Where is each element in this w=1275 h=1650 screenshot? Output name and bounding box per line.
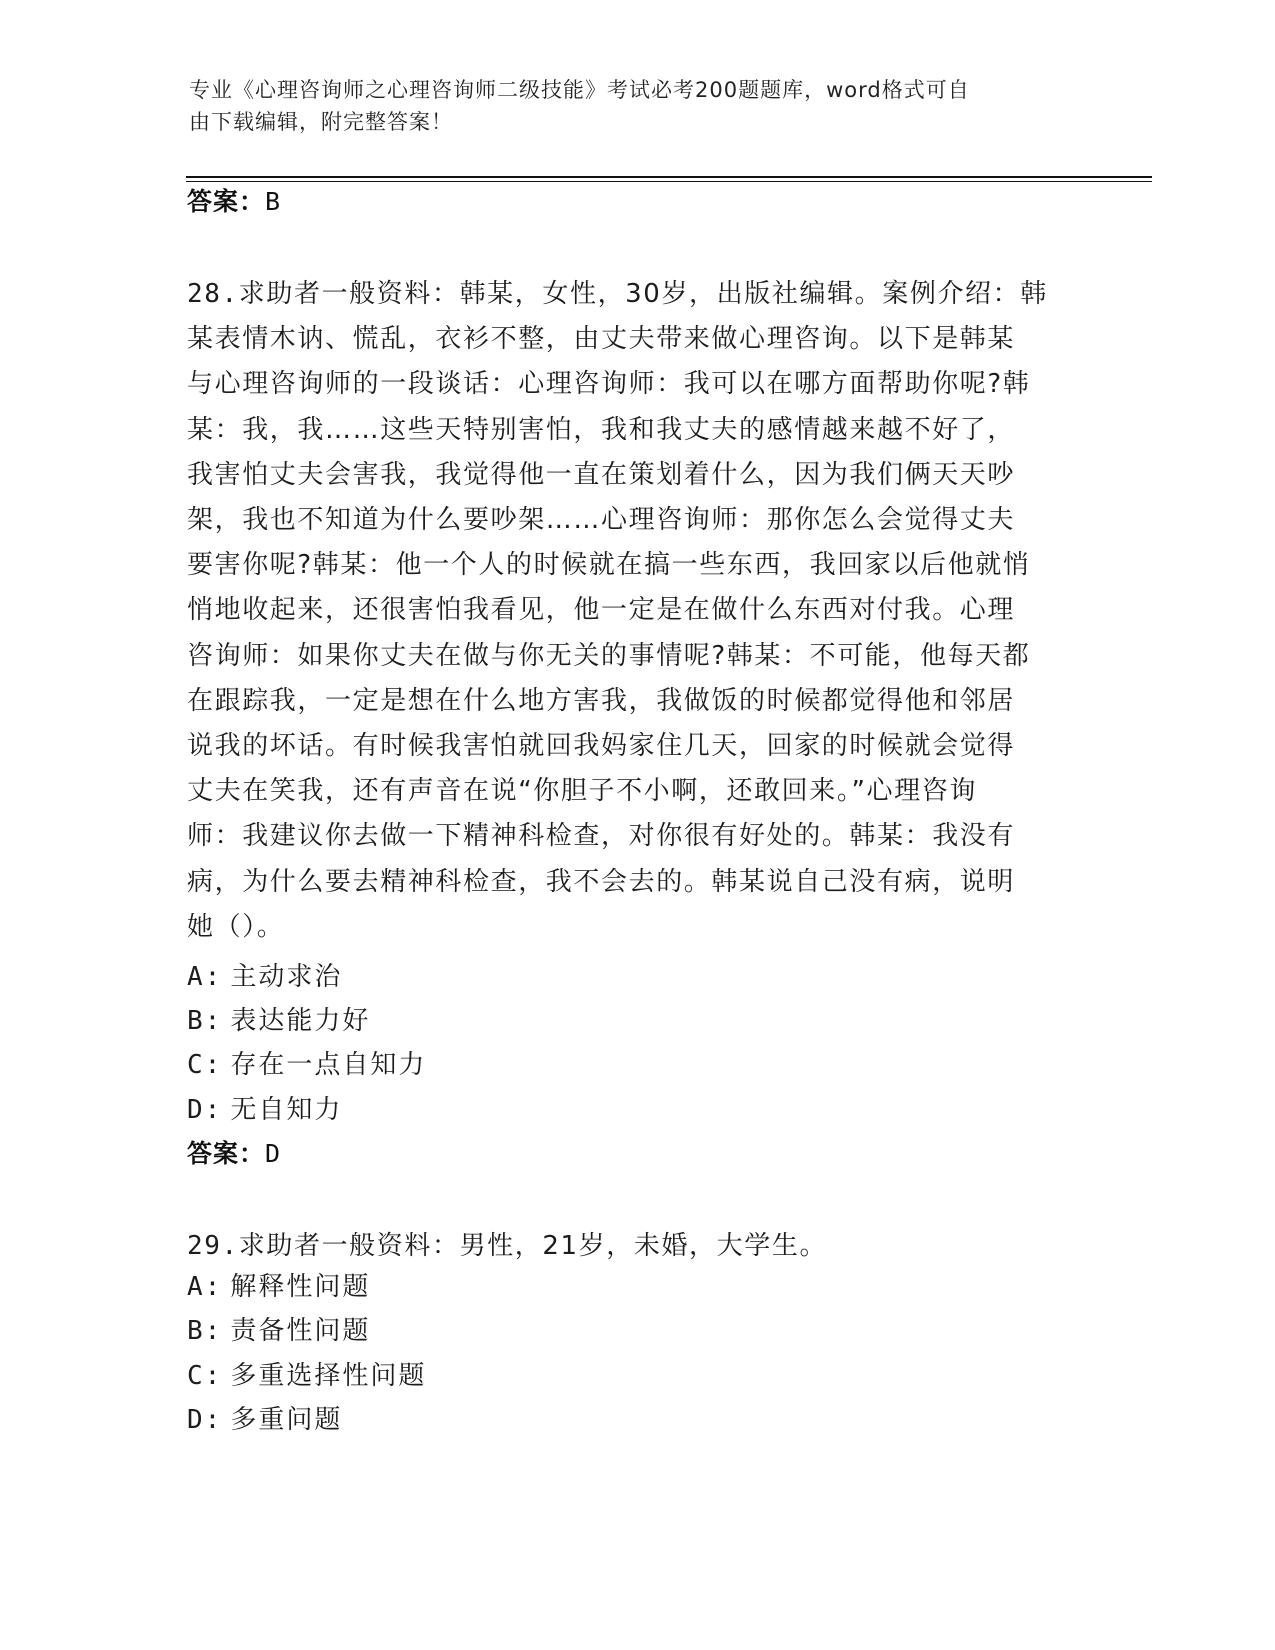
question-28-line: 某表情木讷、慌乱，衣衫不整，由丈夫带来做心理咨询。以下是韩某	[187, 324, 1016, 355]
question-28-line: 病，为什么要去精神科检查，我不会去的。韩某说自己没有病，说明	[187, 866, 1016, 897]
question-29	[187, 1224, 1077, 1269]
q29-option-a: A: 解释性问题	[187, 1272, 371, 1302]
question-28-line: 师：我建议你去做一下精神科检查，对你很有好处的。韩某：我没有	[187, 821, 1016, 852]
document-header	[189, 74, 1089, 138]
answer-value: D	[265, 1139, 282, 1168]
q28-option-d: D: 无自知力	[187, 1095, 343, 1125]
header-rule-thick	[186, 176, 1152, 178]
q29-option-b: B: 责备性问题	[187, 1316, 371, 1346]
q29-option-d: D: 多重问题	[187, 1405, 343, 1435]
q28-option-c: C: 存在一点自知力	[187, 1050, 427, 1080]
question-28-line: 悄地收起来，还很害怕我看见，他一定是在做什么东西对付我。心理	[187, 595, 1016, 626]
q28-option-a: A: 主动求治	[187, 962, 343, 992]
question-28	[187, 272, 1077, 950]
question-28-line: 在跟踪我，一定是想在什么地方害我，我做饭的时候都觉得他和邻居	[187, 685, 1016, 716]
question-28-line: 咨询师：如果你丈夫在做与你无关的事情呢?韩某：不可能，他每天都	[187, 640, 1031, 671]
question-28-line: 要害你呢?韩某：他一个人的时候就在搞一些东西，我回家以后他就悄	[187, 550, 1031, 581]
q28-answer	[187, 1138, 281, 1170]
answer-label: 答案：	[187, 1139, 266, 1168]
answer-value: B	[265, 187, 282, 216]
question-28-line: 说我的坏话。有时候我害怕就回我妈家住几天，回家的时候就会觉得	[187, 731, 1016, 762]
answer-label: 答案：	[187, 187, 266, 216]
question-28-line: 28.求助者一般资料：韩某，女性，30岁，出版社编辑。案例介绍：韩	[187, 279, 1048, 309]
question-29-number: 29.	[187, 1231, 239, 1261]
question-28-line: 丈夫在笑我，还有声音在说“你胆子不小啊，还敢回来。”心理咨询	[187, 776, 977, 807]
q28-option-b: B: 表达能力好	[187, 1006, 371, 1036]
question-28-line: 我害怕丈夫会害我，我觉得他一直在策划着什么，因为我们俩天天吵	[187, 459, 1016, 490]
previous-answer	[187, 186, 281, 218]
question-29-line: 29.求助者一般资料：男性，21岁，未婚，大学生。	[187, 1231, 828, 1261]
question-28-number: 28.	[187, 279, 239, 309]
question-28-line: 架，我也不知道为什么要吵架……心理咨询师：那你怎么会觉得丈夫	[187, 505, 1016, 536]
q29-option-c: C: 多重选择性问题	[187, 1361, 427, 1391]
question-28-line: 她（）。	[187, 911, 285, 942]
header-line-1: 专业《心理咨询师之心理咨询师二级技能》考试必考200题题库，word格式可自	[189, 78, 970, 102]
header-rule-thin	[186, 181, 1152, 182]
question-28-line: 与心理咨询师的一段谈话：心理咨询师：我可以在哪方面帮助你呢?韩	[187, 369, 1031, 400]
header-line-2: 由下载编辑，附完整答案！	[189, 110, 453, 134]
question-28-line: 某：我，我……这些天特别害怕，我和我丈夫的感情越来越不好了，	[187, 414, 1016, 445]
